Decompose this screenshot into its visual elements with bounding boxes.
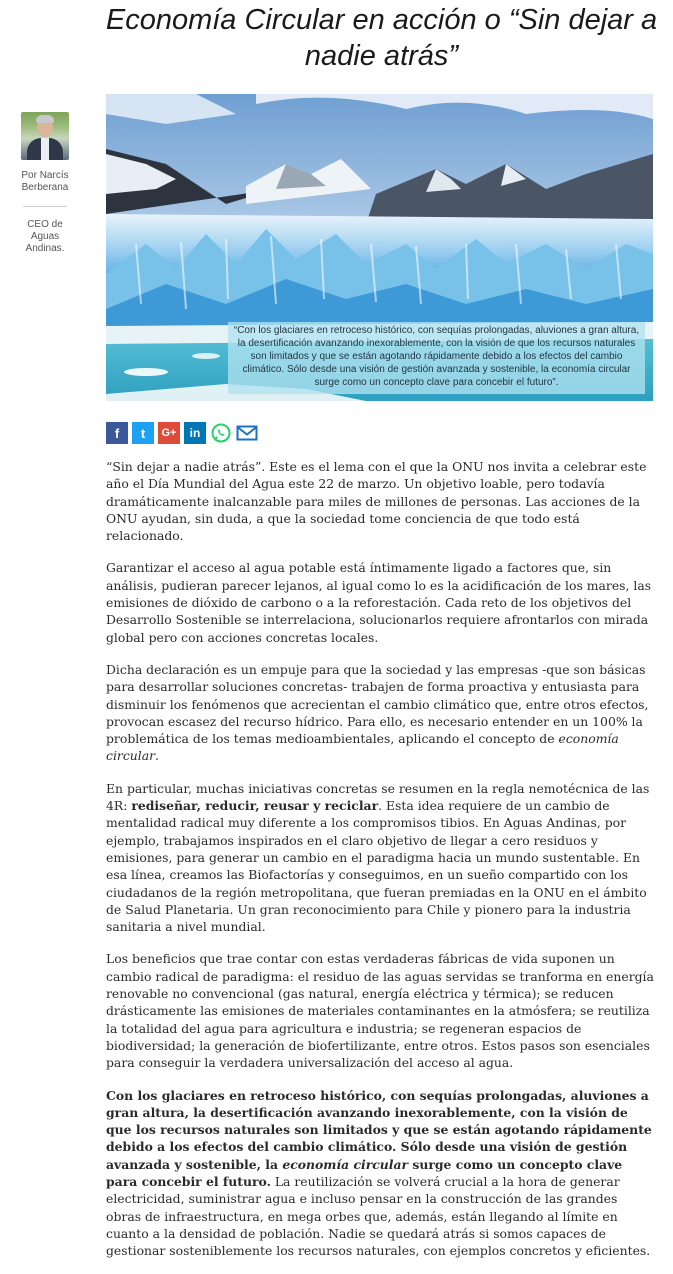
linkedin-icon[interactable]: in	[184, 422, 206, 444]
paragraph-4: En particular, muchas iniciativas concretas se resumen en la regla nemotécnica de las 4R: rediseñar, reducir, reusar y reciclar. Esta idea requiere de un cambio de mentalidad radical muy diferente a los compromisos tibios. En Aguas Andinas, por ejemplo, trabajamos inspirados en el claro objetivo de llegar a cero residuos y emisiones, para generar un cambio en el paradigma hacia un mundo sustentable. En esa línea, creamos las Biofactorías y conseguimos, en un sueño compartido con los ciudadanos de la región metropolitana, que fueran premiadas en la ONU en el ámbito de Salud Planetaria. Un gran reconocimiento para Chile y pionero para la industria sanitaria a nivel mundial.	[106, 780, 650, 935]
paragraph-6: Con los glaciares en retroceso histórico, con sequías prolongadas, aluviones a gran altura, la desertificación avanzando inexorablemente, con la visión de que los recursos naturales son limitados y que se están agotando rápidamente debido a los efectos del cambio climático. Sólo desde una visión de gestión avanzada y sostenible, la economía circular surge como un concepto clave para concebir el futuro. La reutilización se volverá crucial a la hora de generar electricidad, suministrar agua e incluso pensar en la construcción de las grandes obras de infraestructura, en mega orbes que, además, están llegando al límite en cuanto a la densidad de población. Nadie se quedará atrás si somos capaces de gestionar sosteniblemente los recursos naturales, con ejemplos concretos y eficientes.	[106, 1087, 652, 1259]
hero-image	[106, 94, 653, 401]
whatsapp-icon[interactable]	[210, 422, 232, 444]
article-title: Economía Circular en acción o “Sin dejar a nadie atrás”	[105, 4, 658, 72]
share-bar	[106, 422, 258, 444]
bold-4r: rediseñar, reducir, reusar y reciclar	[131, 798, 379, 814]
twitter-icon[interactable]: t	[132, 422, 154, 444]
author-byline[interactable]: Por Narcís Berberana	[21, 170, 69, 193]
paragraph-5: Los beneficios que trae contar con estas verdaderas fábricas de vida suponen un cambio radical de paradigma: el residuo de las aguas servidas se tranforma en energía renovable no convencional (gas natural, energía eléctrica y térmica); se reducen drásticamente las emisiones de materiales contaminantes en la atmósfera; se reutiliza la totalidad del agua para agricultura e industria; se regeneran espacios de biodiversidad; la generación de biofertilizante, entre otros. Estos pasos son esenciales para conseguir la verdadera universalización del acceso al agua.	[106, 951, 654, 1071]
emphasis-economia-circular: economía circular	[106, 731, 619, 764]
author-block	[14, 112, 76, 255]
paragraph-1: “Sin dejar a nadie atrás”. Este es el lema con el que la ONU nos invita a celebrar este año el Día Mundial del Agua este 22 de marzo. Un objetivo loable, pero todavía dramáticamente inalcanzable para miles de millones de personas. Las acciones de la ONU ayudan, sin duda, a que la sociedad tome conciencia de que todo está relacionado.	[106, 459, 647, 544]
pull-quote: Con los glaciares en retroceso histórico, con sequías prolongadas, aluviones a gran altura, la desertificación avanzando inexorablemente, con la visión de que los recursos naturales son limitados y que se están agotando rápidamente debido a los efectos del cambio climático. Sólo desde una visión de gestión avanzada y sostenible, la economía circular surge como un concepto clave para concebir el futuro.	[106, 1087, 652, 1189]
facebook-icon[interactable]: f	[106, 422, 128, 444]
author-role: CEO de Aguas Andinas.	[25, 219, 65, 254]
author-divider	[23, 206, 67, 207]
author-avatar	[21, 112, 69, 160]
email-icon[interactable]	[236, 422, 258, 444]
article-body	[106, 458, 656, 1274]
paragraph-2: Garantizar el acceso al agua potable está íntimamente ligado a factores que, sin análisis, pudieran parecer lejanos, al igual como lo es la acidificación de los mares, las emisiones de dióxido de carbono o a la reforestación. Cada reto de los objetivos del Desarrollo Sostenible se interrelaciona, solucionarlos requiere afrontarlos con mirada global pero con acciones concretas locales.	[106, 560, 652, 645]
image-caption: “Con los glaciares en retroceso histórico, con sequías prolongadas, aluviones a gran altura, la desertificación avanzando inexorablemente, con la visión de que los recursos naturales son limitados y que se están agotando rápidamente debido a los efectos del cambio climático. Sólo desde una visión de gestión avanzada y sostenible, la economía circular surge como un concepto clave para concebir el futuro”.	[228, 322, 645, 394]
paragraph-3: Dicha declaración es un empuje para que la sociedad y las empresas -que son básicas para desarrollar soluciones concretas- trabajen de forma proactiva y entusiasta para disminuir los fenómenos que acrecientan el cambio climático que, entre otros efectos, provocan escasez del recurso hídrico. Para ello, es necesario entender en un 100% la problemática de los temas medioambientales, aplicando el concepto de economía circular.	[106, 661, 649, 764]
google-plus-icon[interactable]: G+	[158, 422, 180, 444]
